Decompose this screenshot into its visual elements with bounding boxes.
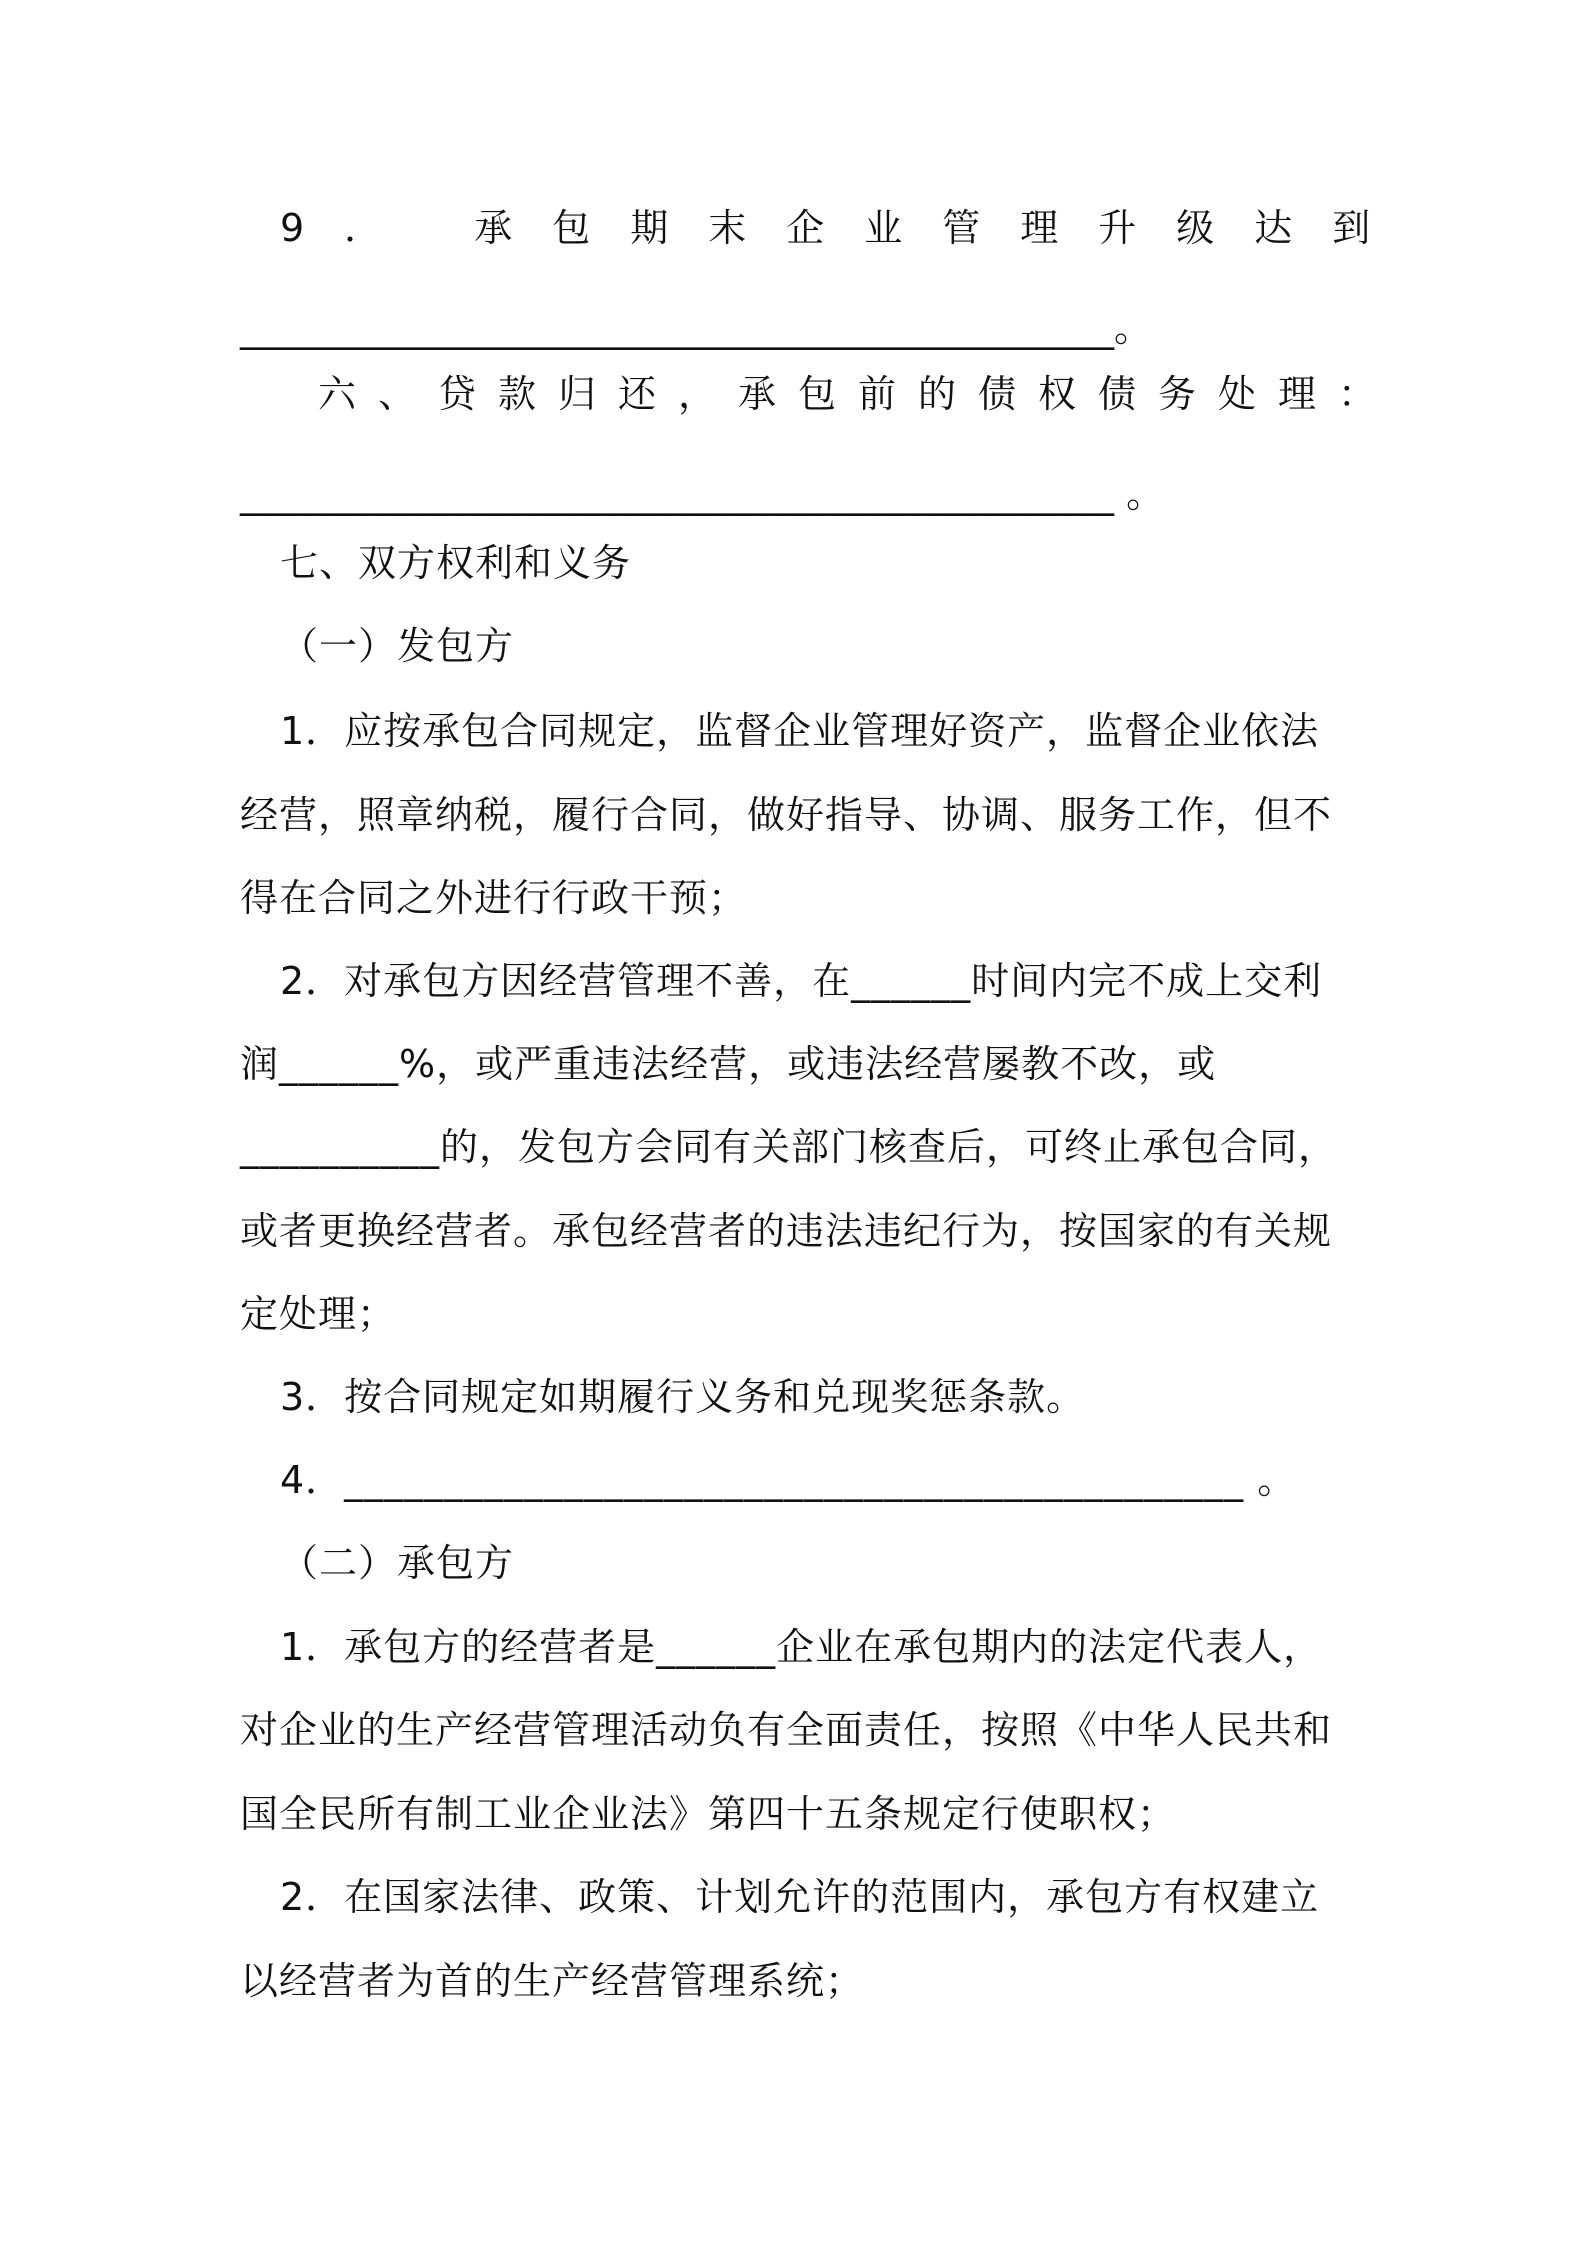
paragraph-line: 润______%，或严重违法经营，或违法经营屡教不改，或 xyxy=(240,1042,1217,1086)
paragraph-line: 4．_____________________________________________ 。 xyxy=(280,1458,1297,1502)
blank-line-clause-9: ______________________________________________。 xyxy=(240,306,1153,350)
section-7-heading: 七、双方权利和义务 xyxy=(280,541,632,585)
paragraph-line: 或者更换经营者。承包经营者的违法违纪行为，按国家的有关规 xyxy=(240,1209,1333,1253)
paragraph-line: 经营，照章纳税，履行合同，做好指导、协调、服务工作，但不 xyxy=(240,793,1333,837)
clause-9-line: 9． 承包期末企业管理升级达到 xyxy=(280,206,1411,250)
paragraph-line: 3．按合同规定如期履行义务和兑现奖惩条款。 xyxy=(280,1375,1086,1419)
paragraph-line: 2．在国家法律、政策、计划允许的范围内，承包方有权建立 xyxy=(280,1875,1320,1919)
paragraph-line: __________的，发包方会同有关部门核查后，可终止承包合同， xyxy=(240,1125,1338,1169)
section-6-heading: 六、贷款归还，承包前的债权债务处理： xyxy=(318,372,1399,416)
paragraph-line: 国全民所有制工业企业法》第四十五条规定行使职权； xyxy=(240,1792,1177,1836)
subsection-1-heading: （一）发包方 xyxy=(280,624,515,668)
paragraph-line: 2．对承包方因经营管理不善，在______时间内完不成上交利 xyxy=(280,959,1323,1003)
blank-line-section-6: ______________________________________________ 。 xyxy=(240,472,1165,516)
paragraph-line: 定处理； xyxy=(240,1292,397,1336)
paragraph-line: 1．应按承包合同规定，监督企业管理好资产，监督企业依法 xyxy=(280,709,1320,753)
paragraph-line: 1．承包方的经营者是______企业在承包期内的法定代表人， xyxy=(280,1625,1323,1669)
paragraph-line: 以经营者为首的生产经营管理系统； xyxy=(240,1959,865,2003)
paragraph-line: 得在合同之外进行行政干预； xyxy=(240,876,748,920)
paragraph-line: 对企业的生产经营管理活动负有全面责任，按照《中华人民共和 xyxy=(240,1708,1333,1752)
subsection-2-heading: （二）承包方 xyxy=(280,1541,515,1585)
